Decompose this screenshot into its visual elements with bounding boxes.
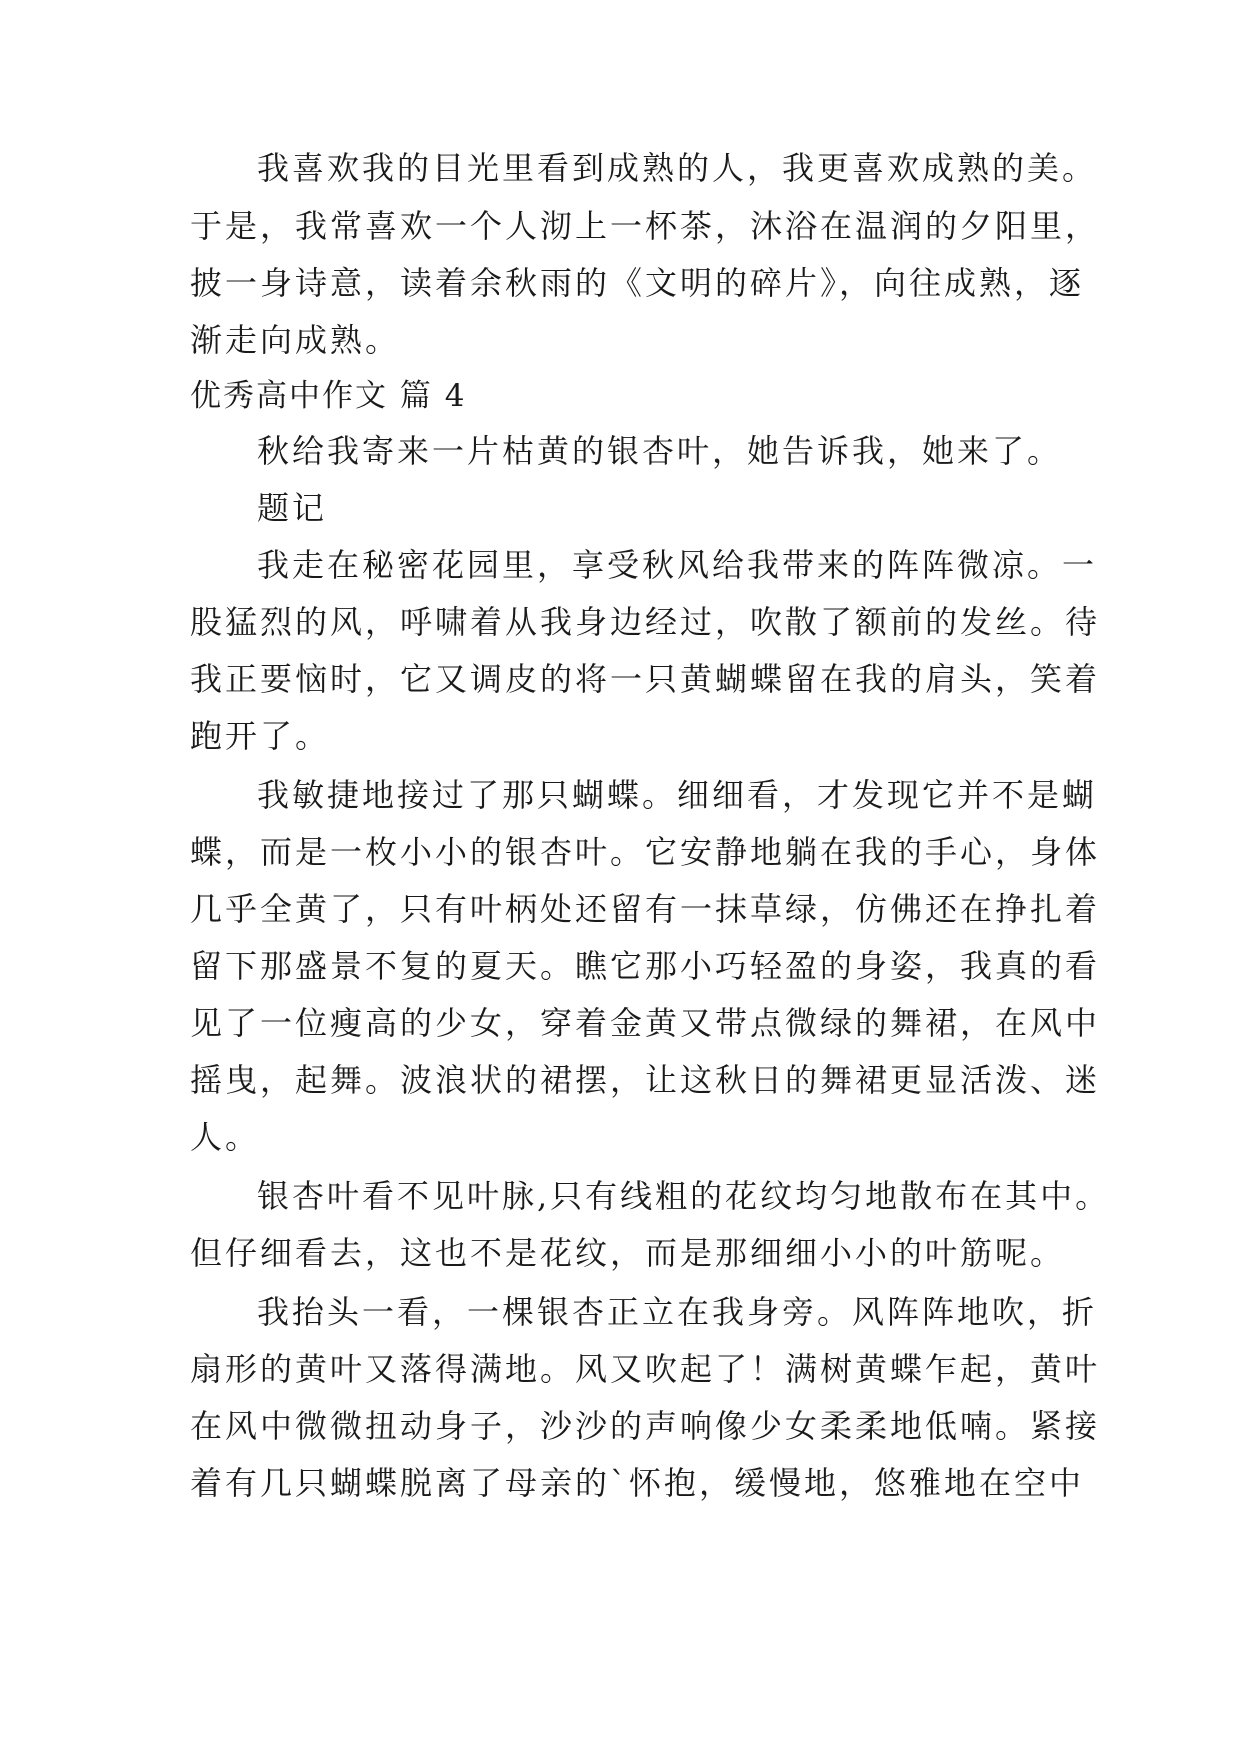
paragraph-line: 披一身诗意，读着余秋雨的《文明的碎片》，向往成熟，逐 — [190, 264, 1085, 302]
paragraph-line: 渐走向成熟。 — [190, 321, 401, 359]
paragraph-line: 留下那盛景不复的夏天。瞧它那小巧轻盈的身姿，我真的看 — [190, 947, 1101, 985]
paragraph-line: 我正要恼时，它又调皮的将一只黄蝴蝶留在我的肩头，笑着 — [190, 660, 1101, 698]
paragraph-line: 我喜欢我的目光里看到成熟的人，我更喜欢成熟的美。 — [257, 149, 1098, 187]
paragraph-line: 股猛烈的风，呼啸着从我身边经过，吹散了额前的发丝。待 — [190, 603, 1101, 641]
paragraph-line: 见了一位瘦高的少女，穿着金黄又带点微绿的舞裙，在风中 — [190, 1004, 1101, 1042]
paragraph-line: 摇曳，起舞。波浪状的裙摆，让这秋日的舞裙更显活泼、迷 — [190, 1061, 1101, 1099]
paragraph-line: 我走在秘密花园里，享受秋风给我带来的阵阵微凉。一 — [257, 546, 1098, 584]
epigraph-note: 题记 — [257, 489, 328, 527]
paragraph-line: 在风中微微扭动身子，沙沙的声响像少女柔柔地低喃。紧接 — [190, 1407, 1101, 1445]
paragraph-line: 我敏捷地接过了那只蝴蝶。细细看，才发现它并不是蝴 — [257, 776, 1098, 814]
paragraph-line: 但仔细看去，这也不是花纹，而是那细细小小的叶筋呢。 — [190, 1234, 1066, 1272]
paragraph-line: 银杏叶看不见叶脉,只有线粗的花纹均匀地散布在其中。 — [257, 1177, 1111, 1215]
paragraph-line: 我抬头一看，一棵银杏正立在我身旁。风阵阵地吹，折 — [257, 1293, 1098, 1331]
section-heading: 优秀高中作文 篇 4 — [190, 378, 467, 414]
paragraph-line: 人。 — [190, 1118, 261, 1156]
paragraph-line: 扇形的黄叶又落得满地。风又吹起了！满树黄蝶乍起，黄叶 — [190, 1350, 1101, 1388]
paragraph-line: 于是，我常喜欢一个人沏上一杯茶，沐浴在温润的夕阳里， — [190, 207, 1101, 245]
epigraph: 秋给我寄来一片枯黄的银杏叶，她告诉我，她来了。 — [257, 432, 1063, 470]
paragraph-line: 蝶，而是一枚小小的银杏叶。它安静地躺在我的手心，身体 — [190, 833, 1101, 871]
paragraph-line: 几乎全黄了，只有叶柄处还留有一抹草绿，仿佛还在挣扎着 — [190, 890, 1101, 928]
paragraph-line: 着有几只蝴蝶脱离了母亲的`怀抱，缓慢地，悠雅地在空中 — [190, 1464, 1085, 1502]
paragraph-line: 跑开了。 — [190, 717, 331, 755]
